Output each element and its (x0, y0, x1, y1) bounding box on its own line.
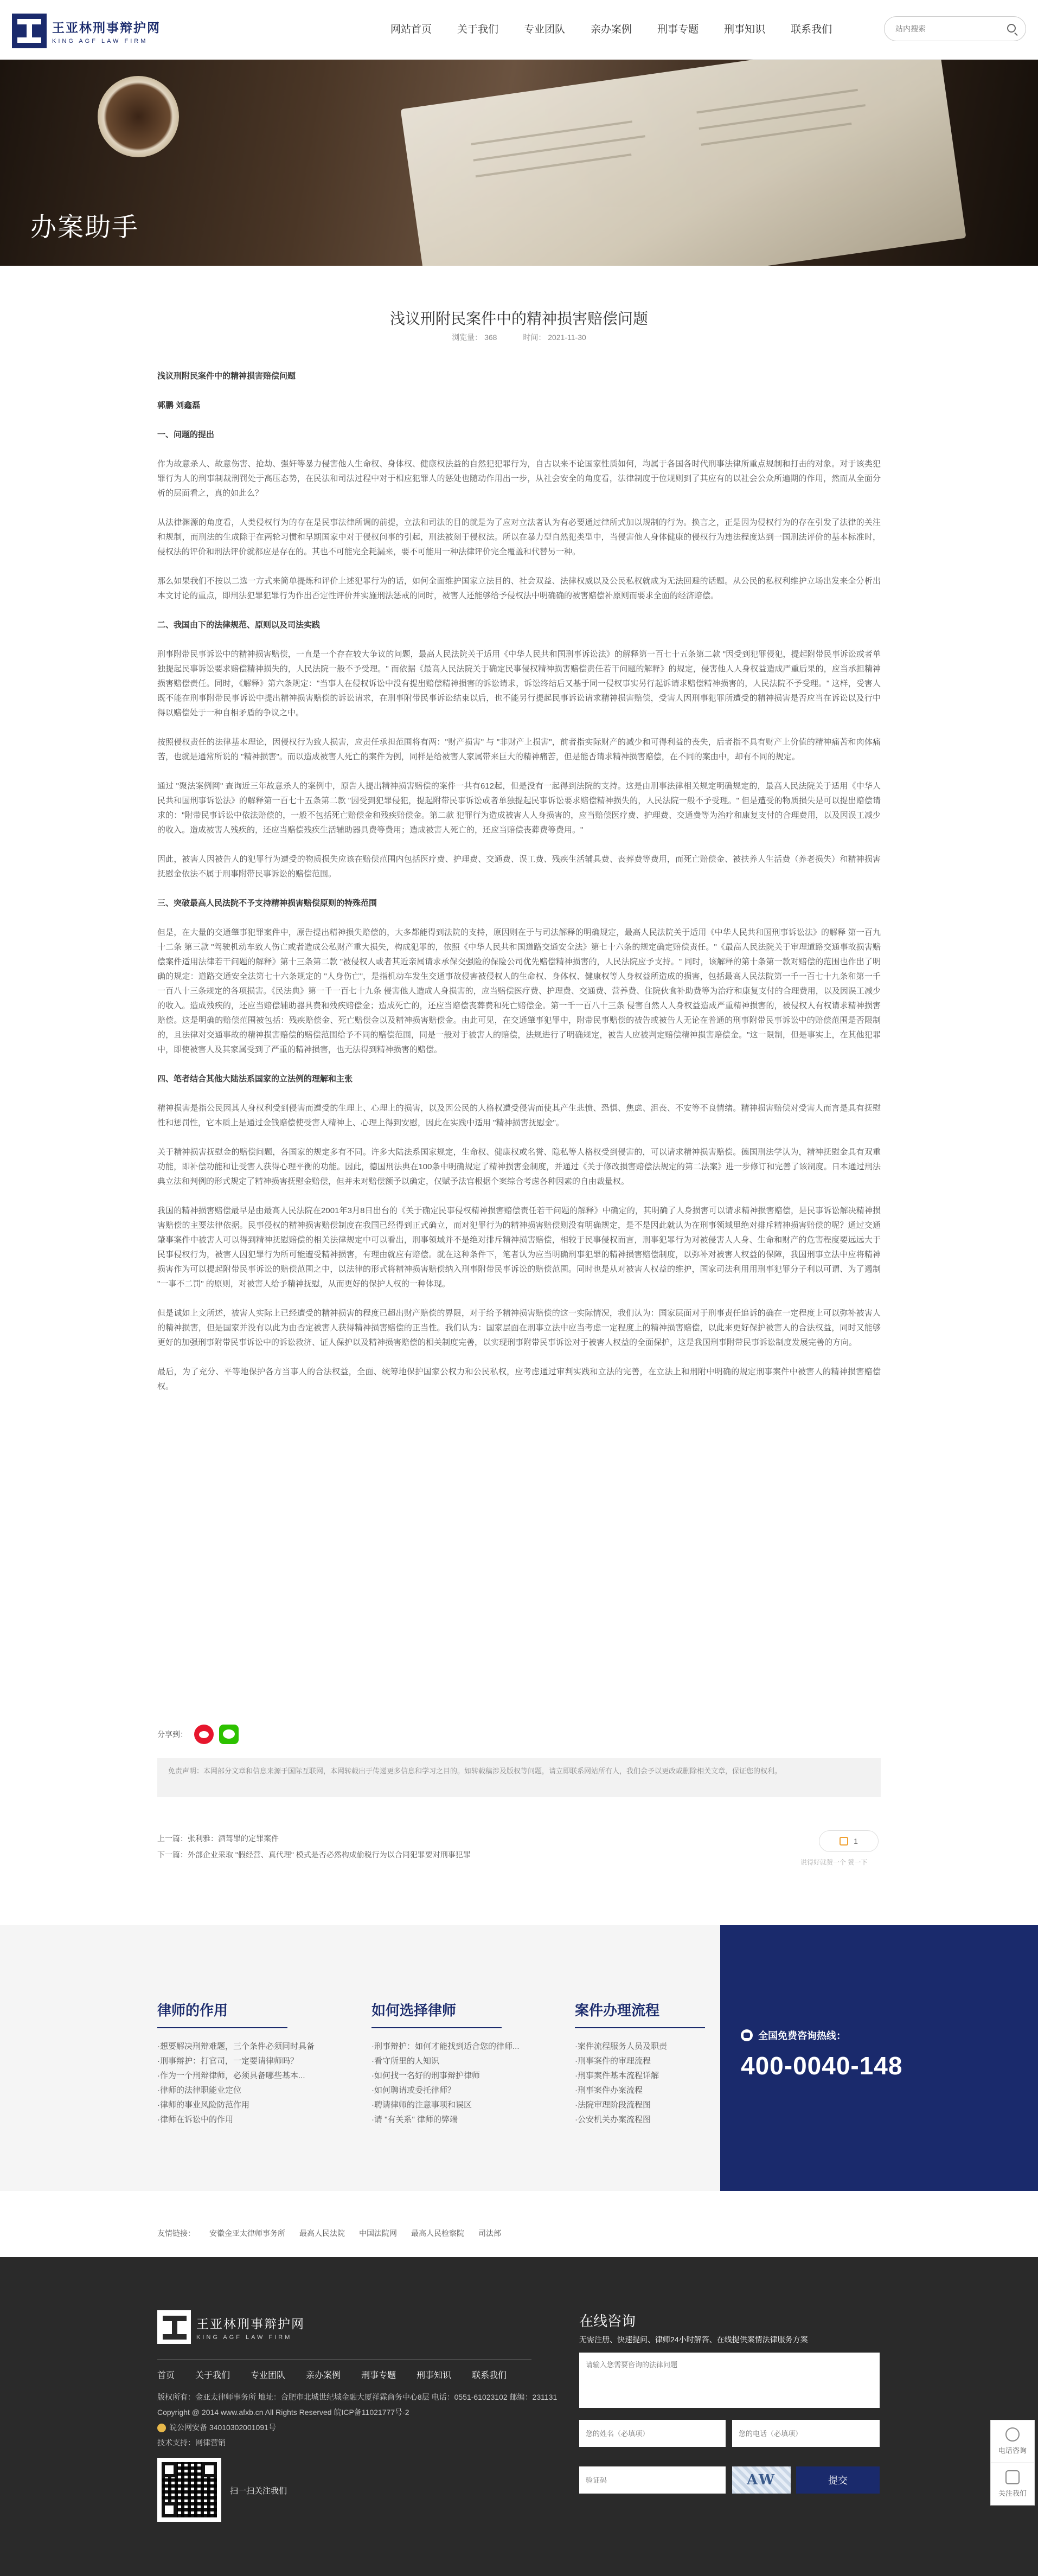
footer-police-record (157, 2420, 557, 2435)
article-paragraph: 但是，在大量的交通肇事犯罪案件中，原告提出精神损失赔偿的，大多都能得到法院的支持，原因则在于与司法解释的明确规定，最高人民法院关于适用《中华人民共和国刑事诉讼法》的解释 第一百九十二条 第三款 "驾驶机动车致人伤亡或者造成公私财产重大损失，构成犯罪的，依照《中华人民共和国道路交通安全法》第七十六条的规定确定赔偿责任。"《最高人民法院关于审理道路交通事故损害赔偿案件适用法律若干问题的解释》第十三条第二款 "被侵权人或者其近亲属请求承保交强险的保险公司优先赔偿精神损害的，人民法院应予支持。" 同时，该解释的第十条第一款对赔偿的范围也作出了明确的规定：道路交通安全法第七十六条规定的 "人身伤亡"，是指机动车发生交通事故侵害被侵权人的生命权、身体权、健康权等人身权益所造成的损害，包括最高人民法院第一千一百七十九条和第一千一百八十三条规定的各项损害。《民法典》第一千一百七十九条 侵害他人造成人身损害的，应当赔偿医疗费、护理费、交通费、营养费、住院伙食补助费等为治疗和康复支付的合理费用，以及因误工减少的收入。造成残疾的，还应当赔偿辅助器具费和残疾赔偿金；造成死亡的，还应当赔偿丧葬费和死亡赔偿金。第一千一百八十三条 侵害自然人人身权益造成严重精神损害的，被侵权人有权请求精神损害赔偿。这是明确的赔偿范围被包括：残疾赔偿金、死亡赔偿金以及精神损害赔偿金。由此可见，在交通肇事犯罪中，附带民事赔偿的被告或被告人无论在普通的刑事附带民事诉讼中的赔偿范围是否限制的，且法律对交通事故的精神损害赔偿的赔偿范围给予不同的赔偿范围，同是一般对于被害人的赔偿，法规进行了明确规定，被告人应被判定赔偿精神损害赔偿金。"这一限制，但是事实上，在其他犯罪中，即使被害人及其家属受到了严重的精神损害，也无法得到精神损害的赔偿。 (157, 928, 881, 1054)
article-heading: 三、突破最高人民法院不予支持精神损害赔偿原则的特殊范围 (157, 899, 377, 908)
article-body (157, 369, 881, 1408)
nav-contact[interactable]: 联系我们 (791, 24, 832, 35)
captcha-field[interactable] (579, 2466, 726, 2494)
article-heading: 四、笔者结合其他大陆法系国家的立法例的理解和主张 (157, 1074, 353, 1084)
nav-cases[interactable]: 亲办案例 (591, 24, 632, 35)
share-label: 分享到： (157, 1730, 188, 1739)
prev-next-links (157, 1830, 471, 1863)
float-phone-consult[interactable] (991, 2420, 1034, 2463)
service-link[interactable]: ·律师的事业风险防范作用 (157, 2100, 249, 2110)
friendly-link[interactable]: 司法部 (478, 2229, 501, 2238)
article-paragraph: 最后，为了充分、平等地保护各方当事人的合法权益，全面、统筹地保护国家公权力和公民私权，应考虑通过审判实践和立法的完善，在立法上和刑附中明确的规定刑事案件中被害人的精神损害赔偿权。 (157, 1367, 881, 1391)
float-follow-label: 关注我们 (998, 2489, 1027, 2497)
service-link[interactable]: ·法院审理阶段流程图 (575, 2100, 651, 2110)
weibo-share-icon[interactable] (194, 1725, 214, 1744)
article-meta (0, 332, 1038, 343)
prev-article-link[interactable]: 上一篇：张利雅：酒驾罪的定罪案件 (157, 1834, 279, 1843)
like-tip: 说得好就赞一个 赞一下 (800, 1859, 868, 1866)
logo-subtitle: KING AGF LAW FIRM (52, 37, 148, 44)
article-paragraph: 按照侵权责任的法律基本理论，因侵权行为致人损害，应责任承担范围将有两："财产损害" 与 "非财产上损害"，前者指实际财产的减少和可得利益的丧失，后者指不具有财产上价值的精神痛苦和肉体痛苦，也就是通常所说的 "精神损害"。而以造成被害人死亡的案件为例，同样是给被害人家属带来巨大的精神痛苦，但是能否请求精神损害赔偿，在不同的案由中，却有不同的规定。 (157, 738, 881, 761)
article-paragraph: 但是诚如上文所述，被害人实际上已经遭受的精神损害的程度已超出财产赔偿的界限，对于给予精神损害赔偿的这一实际情况，我们认为：国家层面对于刑事责任追诉的确在一定程度上可以弥补被害人的精神损害，但是国家并没有以此为由否定被害人获得精神损害赔偿的正当性。我们认为：国家层面在刑事立法中应当考虑一定程度上的精神损害赔偿，以此来更好保护被害人的合法权益，同时又能够更好的加强刑事附带民事诉讼中的诉讼救济、证人保护以及精神损害赔偿的相关制度完善，以实现刑事附带民事诉讼对于被害人权益的全面保护，这是我国刑事附带民事诉讼制度发展完善的方向。 (157, 1309, 881, 1347)
service-link[interactable]: ·案件流程服务人员及职责 (575, 2042, 667, 2051)
footer-address: 版权所有：金亚太律师事务所 地址：合肥市北城世纪城金融大厦祥霖商务中心8层 电话：0551-61023102 邮编：231131 (157, 2393, 558, 2401)
next-article-link[interactable]: 下一篇：外部企业采取 "假经营、真代理" 模式是否必然构成偷税行为以合同犯罪要对刑事犯罪 (157, 1850, 471, 1859)
disclaimer: 免责声明：本网部分文章和信息来源于国际互联网，本网转载出于传递更多信息和学习之目的。如转载稿涉及版权等问题，请立即联系网站所有人，我们会予以更改或删除相关文章，保证您的权利。 (157, 1758, 881, 1797)
article-paragraph: 刑事附带民事诉讼中的精神损害赔偿，一直是一个存在较大争议的问题，最高人民法院关于适用《中华人民共和国刑事诉讼法》的解释第一百七十五条第二款 "因受到犯罪侵犯，提起附带民事诉讼或者单独提起民事诉讼要求赔偿精神损失的，人民法院一般不予受理。" 而依据《最高人民法院关于确定民事侵权精神损害赔偿责任若干问题的解释》的规定，侵害他人人身权益造成严重后果的，应当承担精神损害赔偿责任。同时，《解释》第六条规定："当事人在侵权诉讼中没有提出赔偿精神损害的诉讼请求，诉讼终结后又基于同一侵权事实另行起诉请求赔偿精神损害的，人民法院不予受理。" 这样，受害人既不能在刑事附带民事诉讼中提出精神损害赔偿的诉讼请求，在刑事附带民事诉讼结束以后，也不能另行提起民事诉讼请求精神损害赔偿，受害人因刑事犯罪所遭受的精神损害是否应当在诉讼以及行中得以赔偿处于一种自相矛盾的争议之中。 (157, 650, 881, 717)
phone-field[interactable] (732, 2420, 880, 2447)
article-heading: 浅议刑附民案件中的精神损害赔偿问题 (157, 371, 296, 381)
service-link[interactable]: ·如何找一名好的刑事辩护律师 (371, 2071, 480, 2080)
footer-nav-item[interactable]: 专业团队 (251, 2371, 286, 2380)
thumb-up-icon (840, 1837, 848, 1846)
article-paragraph: 作为故意杀人、故意伤害、抢劫、强奸等暴力侵害他人生命权、身体权、健康权法益的自然犯犯罪行为，自古以来不论国家性质如何，均属于各国各时代刑事法律所重点规制和打击的对象。对于该类犯罪行为人的刑事制裁刑罚处于高压态势，在民法和司法过程中对于相应犯罪人的惩处也随动作用出一步，从社会安全的角度看，法律制度于位规则到了其应有的以社会公众所遍期的作用，然而从全面分析的层面看之，真的如此么？ (157, 459, 881, 498)
police-record-text[interactable]: 皖公网安备 34010302001091号 (169, 2423, 276, 2432)
service-link[interactable]: ·律师在诉讼中的作用 (157, 2115, 233, 2124)
article-paragraph: 从法律渊源的角度看，人类侵权行为的存在是民事法律所调的前提，立法和司法的目的就是为了应对立法者认为有必要通过律所式加以规制的行为。换言之，正是因为侵权行为的存在引发了法律的关注和规制，而刑法的生成除于在两轮习惯和早期国家中对于侵权问事的引起，刑法被刻于侵权法。所以在暴力型自然犯类型中，当侵害他人身体健康的侵权行为违法程度达到一国刑法评价的基本标准时，侵权法的评价和刑法评价就都应是存在的。其也不可能完全耗漏来，要不可能用一种法律评价完全覆盖和代替另一种。 (157, 518, 881, 556)
service-col-process (575, 2000, 705, 2127)
hotline-label-text: 全国免费咨询热线： (758, 2030, 846, 2041)
friendly-link[interactable]: 中国法院网 (359, 2229, 397, 2238)
like-count: 1 (854, 1837, 858, 1846)
footer-nav (157, 2368, 527, 2381)
site-footer (0, 2257, 1038, 2576)
service-link[interactable]: ·聘请律师的注意事项和误区 (371, 2100, 472, 2110)
article-paragraph: 通过 "聚法案例网" 查询近三年故意杀人的案例中，原告人提出精神损害赔偿的案件一共有612起，但是没有一起得到法院的支持。这是由刑事法律相关规定明确规定的，最高人民法院关于适用《中华人民共和国刑事诉讼法》的解释第一百七十五条第二款 "因受到犯罪侵犯，提起附带民事诉讼或者单独提起民事诉讼要求赔偿精神损失的，人民法院一般不予受理。" 但是遭受的物质损失是可以提出赔偿请求的："附带民事诉讼中依法赔偿的，一般不包括死亡赔偿金和残疾赔偿金。第二款 犯罪行为造成被害人人身损害的，应当赔偿医疗费、护理费、交通费等为治疗和康复支付的合理费用，以及因误工减少的收入。造成被害人残疾的，还应当赔偿残疾生活辅助器具费等费用；造成被害人死亡的，还应当赔偿丧葬费等费用。" (157, 781, 881, 835)
footer-nav-item[interactable]: 关于我们 (195, 2371, 230, 2380)
open-book-image (400, 60, 966, 266)
float-follow-us[interactable] (991, 2463, 1034, 2505)
main-nav (390, 19, 857, 41)
footer-logo-title: 王亚林刑事辩护网 (196, 2316, 305, 2331)
article-time: 时间： 2021-11-30 (523, 333, 586, 342)
footer-logo-subtitle: KING AGF LAW FIRM (196, 2334, 292, 2341)
consult-question-field[interactable] (579, 2353, 880, 2408)
qr-code-image (157, 2458, 221, 2522)
service-link[interactable]: ·刑事案件基本流程详解 (575, 2071, 659, 2080)
service-col-title: 律师的作用 (157, 2000, 287, 2028)
service-link[interactable]: ·刑事案件的审理流程 (575, 2056, 651, 2066)
wechat-share-icon[interactable] (219, 1725, 239, 1744)
floating-contact-bar (990, 2420, 1035, 2505)
friendly-link[interactable]: 安徽金亚太律师事务所 (209, 2229, 285, 2238)
footer-logo-mark-icon (157, 2310, 191, 2344)
friendly-link[interactable]: 最高人民检察院 (411, 2229, 464, 2238)
article-heading: 二、我国由下的法律规范、原则以及司法实践 (157, 620, 321, 630)
site-logo[interactable] (12, 14, 169, 48)
captcha-image[interactable]: AW (732, 2466, 791, 2494)
footer-nav-item[interactable]: 首页 (157, 2371, 175, 2380)
qr-caption: 扫一扫关注我们 (230, 2487, 287, 2496)
service-section (0, 1925, 1038, 2191)
hotline-box (720, 1925, 1038, 2191)
site-header (0, 0, 1038, 60)
name-field[interactable] (579, 2420, 726, 2447)
article-paragraph: 关于精神损害抚慰金的赔偿问题，各国家的规定多有不同。许多大陆法系国家规定，生命权、健康权或名誉、隐私等人格权受到侵害的，可以请求精神损害赔偿。德国刑法学认为，精神抚慰金具有双重功能，即补偿功能和让受害人获得心理平衡的功能。因此，德国刑法典在100条中明确规定了精神损害金制度，并通过《关于修改损害赔偿法规定的第二法案》进一步修订和完善了该制度。日本通过刑法典立法和判例的形式规定了精神损害抚慰金赔偿，但并未对赔偿额予以确定，仅赋予法官根据个案综合考虑各种因素的自由裁量权。 (157, 1148, 881, 1186)
footer-nav-item[interactable]: 刑事专题 (361, 2371, 396, 2380)
service-link[interactable]: ·看守所里的人知识 (371, 2056, 439, 2066)
service-link[interactable]: ·刑事案件办案流程 (575, 2086, 643, 2095)
service-link[interactable]: ·刑事辩护：如何才能找到适合您的律师... (371, 2042, 520, 2051)
service-link[interactable]: ·刑事辩护：打官司，一定要请律师吗？ (157, 2056, 298, 2066)
nav-knowledge[interactable]: 刑事知识 (724, 24, 766, 35)
article-paragraph: 我国的精神损害赔偿最早是由最高人民法院在2001年3月8日出台的《关于确定民事侵权精神损害赔偿责任若干问题的解释》中确定的，其明确了人身损害可以请求精神损害赔偿，是民事诉讼解决精神损害赔偿的主要法律依据。民事侵权的精神损害赔偿制度在我国已经得到正式确立，而对犯罪行为的精神损害赔偿则没有明确规定，是不是因此就认为在刑事领域里绝对排斥精神损害赔偿的呢？通过交通肇事案件中被害人可以得到精神抚慰赔偿的相关法律规定中可以看出，刑事领域并不是绝对排斥精神损害赔偿，相较于民事侵权而言，刑事犯罪行为对被侵害人人身、生命和财产的危害程度要远远大于民事侵权行为，被害人因犯罪行为所可能遭受精神损害，有理由就应有赔偿。就在这种条件下，笔者认为应当明确刑事犯罪的精神损害赔偿制度，以弥补对被害人权益的保障，我国刑事立法中应将精神损害作为可以提起附带民事诉讼的赔偿范围之中，以法律的形式将精神损害赔偿纳入刑事附带民事诉讼的赔偿范围。同时也是从对被害人权益的维护，国家司法利用用刑事犯罪分子利以可谓、为了遏制 "一事不二罚" 的原则，对被害人给予精神抚慰，从而更好的保护人权的一种体现。 (157, 1206, 881, 1289)
article-paragraph: 那么如果我们不按以二选一方式来简单提炼和评价上述犯罪行为的话，如何全面维护国家立法目的、社会双益、法律权威以及公民私权就成为无法回避的话题。从公民的私权利维护立场出发来全分析出本文讨论的重点，即刑法犯罪犯罪行为作出否定性评价并实施刑法惩戒的同时，被害人还能够给予侵权法中明确确的被害赔偿补原则而要求全面的经济赔偿。 (157, 576, 881, 600)
article-title: 浅议刑附民案件中的精神损害赔偿问题 (389, 310, 648, 327)
police-badge-icon (157, 2424, 166, 2432)
phone-icon (1005, 2427, 1020, 2442)
footer-divider (157, 2359, 531, 2360)
friendly-link[interactable]: 最高人民法院 (299, 2229, 345, 2238)
page-banner (0, 60, 1038, 266)
service-link[interactable]: ·请 "有关系" 律师的弊端 (371, 2115, 458, 2124)
service-link[interactable]: ·公安机关办案流程图 (575, 2115, 651, 2124)
nav-about[interactable]: 关于我们 (457, 24, 499, 35)
hotline-number[interactable]: 400-0040-148 (741, 2052, 903, 2080)
footer-nav-item[interactable]: 刑事知识 (417, 2371, 452, 2380)
article-paragraph: 因此，被害人因被告人的犯罪行为遭受的物质损失应该在赔偿范围内包括医疗费、护理费、交通费、误工费、残疾生活辅具费、丧葬费等费用，而死亡赔偿金、被扶养人生活费（养老损失）和精神损害抚慰金依法不属于刑事附带民事诉讼的赔偿范围。 (157, 855, 881, 879)
footer-nav-item[interactable]: 联系我们 (472, 2371, 507, 2380)
coffee-cup-image (98, 76, 179, 157)
submit-button[interactable]: 提交 (796, 2466, 880, 2494)
service-col-choose (371, 2000, 520, 2127)
footer-support: 技术支持：网律营销 (157, 2438, 226, 2447)
logo-mark-icon (12, 14, 47, 48)
consult-title: 在线咨询 (579, 2313, 636, 2329)
service-col-title: 案件办理流程 (575, 2000, 705, 2028)
footer-info (157, 2389, 557, 2450)
nav-home[interactable]: 网站首页 (390, 24, 432, 35)
phone-icon (741, 2029, 753, 2041)
nav-topics[interactable]: 刑事专题 (657, 24, 699, 35)
like-button[interactable] (819, 1830, 879, 1852)
logo-title: 王亚林刑事辩护网 (52, 20, 161, 35)
service-link[interactable]: ·如何聘请或委托律师？ (371, 2086, 456, 2095)
banner-title: 办案助手 (30, 213, 139, 242)
article-views: 浏览量： 368 (452, 333, 497, 342)
article-heading: 郭鹏 刘鑫磊 (157, 401, 201, 410)
service-col-role (157, 2000, 315, 2127)
footer-nav-item[interactable]: 亲办案例 (306, 2371, 341, 2380)
hotline-label (741, 2028, 846, 2042)
footer-logo[interactable] (157, 2310, 305, 2344)
consult-subtitle: 无需注册、快速提问、律师24小时解答、在线提供案情法律服务方案 (579, 2335, 808, 2344)
qr-code-icon (1005, 2470, 1020, 2484)
share-bar (157, 1723, 239, 1745)
footer-copyright: Copyright @ 2014 www.afxb.cn All Rights Reserved 皖ICP备11021777号-2 (157, 2408, 409, 2417)
article-paragraph: 精神损害是指公民因其人身权利受到侵害而遭受的生理上、心理上的损害，以及因公民的人格权遭受侵害而使其产生悲愤、恐惧、焦虑、沮丧、不安等不良情绪。精神损害赔偿对受害人而言是具有抚慰性和惩罚性，它本质上是通过金钱赔偿使受害人精神上、心理上得到安慰，因此在实践中适用 "精神损害抚慰金"。 (157, 1104, 881, 1127)
friendly-links (157, 2228, 515, 2239)
service-link[interactable]: ·律师的法律职能业定位 (157, 2086, 241, 2095)
site-search (884, 16, 1026, 41)
search-input[interactable] (895, 17, 1004, 41)
article-heading: 一、问题的提出 (157, 430, 215, 439)
service-col-title: 如何选择律师 (371, 2000, 502, 2028)
float-phone-label: 电话咨询 (998, 2446, 1027, 2455)
nav-team[interactable]: 专业团队 (524, 24, 566, 35)
friendly-links-label: 友情链接： (157, 2229, 195, 2238)
search-icon[interactable] (1007, 24, 1016, 33)
service-link[interactable]: ·想要解决刑辩难题，三个条件必须同时具备 (157, 2042, 315, 2051)
service-link[interactable]: ·作为一个刑辩律师，必须具备哪些基本... (157, 2071, 305, 2080)
